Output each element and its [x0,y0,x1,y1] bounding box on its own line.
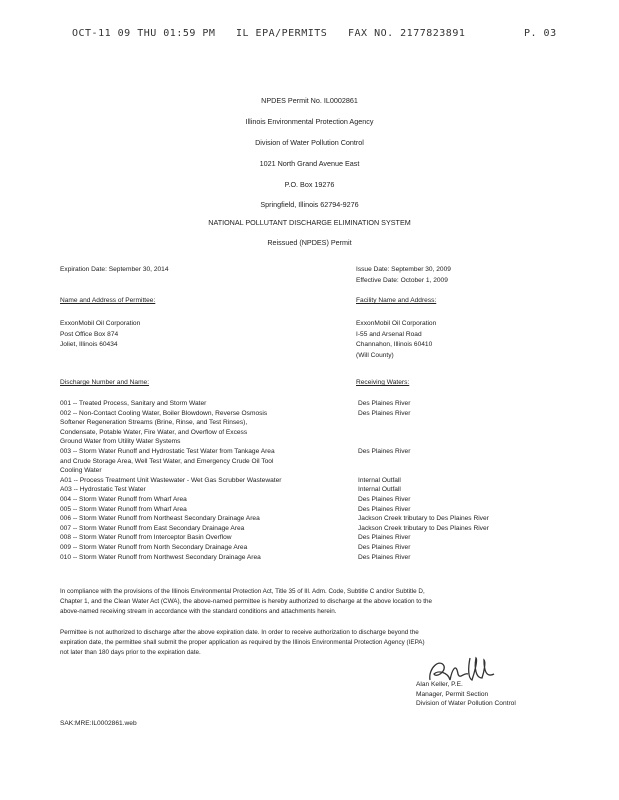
agency-name: Illinois Environmental Protection Agency [245,117,374,126]
compliance-line: In compliance with the provisions of the Illinois Environmental Protection Act, Title 35 of Ill. Adm. Code, Subtitle C and/or Subtitle D, [60,588,425,595]
receiving-water: Des Plaines River [358,409,411,417]
signatory-name: Alan Keller, P.E. [416,681,463,688]
discharge-line: 008 -- Storm Water Runoff from Interceptor Basin Overflow [60,534,232,542]
discharge-line: A01 -- Process Treatment Unit Wastewater - Wet Gas Scrubber Wastewater [60,476,282,484]
receiving-water: Des Plaines River [358,505,411,513]
permittee-address [60,319,140,351]
discharge-line: Ground Water from Utility Water Systems [60,438,181,446]
system-title: NATIONAL POLLUTANT DISCHARGE ELIMINATION SYSTEM [208,218,411,227]
document-reference: SAK:MRE:IL0002861.web [60,720,137,727]
permittee-line: Post Office Box 874 [60,330,119,338]
discharge-line: 002 -- Non-Contact Cooling Water, Boiler Blowdown, Reverse Osmosis [60,409,268,417]
discharge-line: and Crude Storage Area, Well Test Water, and Emergency Crude Oil Tool [60,457,274,465]
receiving-water: Des Plaines River [358,553,411,561]
fax-page: P. 03 [524,28,557,39]
facility-line: Channahon, Illinois 60410 [356,341,433,348]
compliance-paragraph [60,587,432,617]
fax-sender: IL EPA/PERMITS [236,28,328,39]
discharge-line: Cooling Water [60,467,102,475]
permittee-line: ExxonMobil Oil Corporation [60,320,141,327]
expiry-line: not later than 180 days prior to the expiration date. [60,649,201,656]
expiration-date: Expiration Date: September 30, 2014 [60,266,169,273]
receiving-water: Des Plaines River [358,495,411,503]
discharge-line: 004 -- Storm Water Runoff from Wharf Area [60,495,187,503]
receiving-waters-header: Receiving Waters: [356,379,410,386]
discharge-line: 007 -- Storm Water Runoff from East Secondary Drainage Area [60,524,245,532]
discharge-line: Condensate, Potable Water, Fire Water, and Overflow of Excess [60,428,248,436]
agency-po-box: P.O. Box 19276 [284,180,335,189]
signatory-block [416,680,516,709]
discharge-line: 001 -- Treated Process, Sanitary and Storm Water [60,400,207,407]
fax-number: FAX NO. 2177823891 [348,28,466,39]
receiving-water: Des Plaines River [358,447,411,455]
fax-datetime: OCT-11 09 THU 01:59 PM [72,28,216,39]
facility-line: I-55 and Arsenal Road [356,330,422,338]
receiving-water: Internal Outfall [358,476,401,484]
discharge-line: Softener Regeneration Streams (Brine, Rinse, and Test Rinses), [60,419,248,427]
signatory-title: Manager, Permit Section [416,690,489,698]
receiving-water: Jackson Creek tributary to Des Plaines River [358,524,489,532]
facility-line: ExxonMobil Oil Corporation [356,320,437,327]
issue-date: Issue Date: September 30, 2009 [356,266,451,273]
compliance-line: above-named receiving stream in accordance with the standard conditions and attachments herein. [60,608,337,615]
discharge-line: A03 -- Hydrostatic Test Water [60,486,146,494]
discharge-line: 003 -- Storm Water Runoff and Hydrostatic Test Water from Tankage Area [60,447,275,455]
permit-number: NPDES Permit No. IL0002861 [261,96,358,105]
expiry-notice [60,628,425,658]
discharge-line: 010 -- Storm Water Runoff from Northwest Secondary Drainage Area [60,553,261,561]
facility-line: (Will County) [356,351,394,359]
permittee-label: Name and Address of Permittee: [60,297,156,304]
signatory-division: Division of Water Pollution Control [416,700,516,708]
receiving-water: Des Plaines River [358,534,411,542]
receiving-water: Internal Outfall [358,486,401,494]
expiry-line: Permittee is not authorized to discharge after the above expiration date. In order to receive authorization to discharge beyond the [60,629,419,636]
receiving-water: Des Plaines River [358,400,411,407]
division-name: Division of Water Pollution Control [255,138,364,147]
compliance-line: Chapter 1, and the Clean Water Act (CWA), the above-named permittee is hereby authorized to discharge at the above location to the [60,598,432,605]
discharge-line: 006 -- Storm Water Runoff from Northeast Secondary Drainage Area [60,515,260,523]
discharge-line: 005 -- Storm Water Runoff from Wharf Area [60,505,187,513]
permit-type: Reissued (NPDES) Permit [267,238,352,247]
discharge-line: 009 -- Storm Water Runoff from North Secondary Drainage Area [60,543,248,551]
agency-street: 1021 North Grand Avenue East [259,159,360,168]
discharge-header: Discharge Number and Name: [60,379,150,386]
receiving-waters-list [358,399,489,562]
expiry-line: expiration date, the permittee shall submit the proper application as required by the Illinois Environmental Protection Agency (IEPA) [60,639,425,646]
agency-city: Springfield, Illinois 62794-9276 [260,200,359,209]
permittee-line: Joliet, Illinois 60434 [60,341,118,348]
facility-label: Facility Name and Address: [356,297,437,304]
facility-address [356,319,436,361]
discharge-list [60,399,281,562]
receiving-water: Des Plaines River [358,543,411,551]
receiving-water: Jackson Creek tributary to Des Plaines River [358,515,489,523]
effective-date: Effective Date: October 1, 2009 [356,277,448,284]
